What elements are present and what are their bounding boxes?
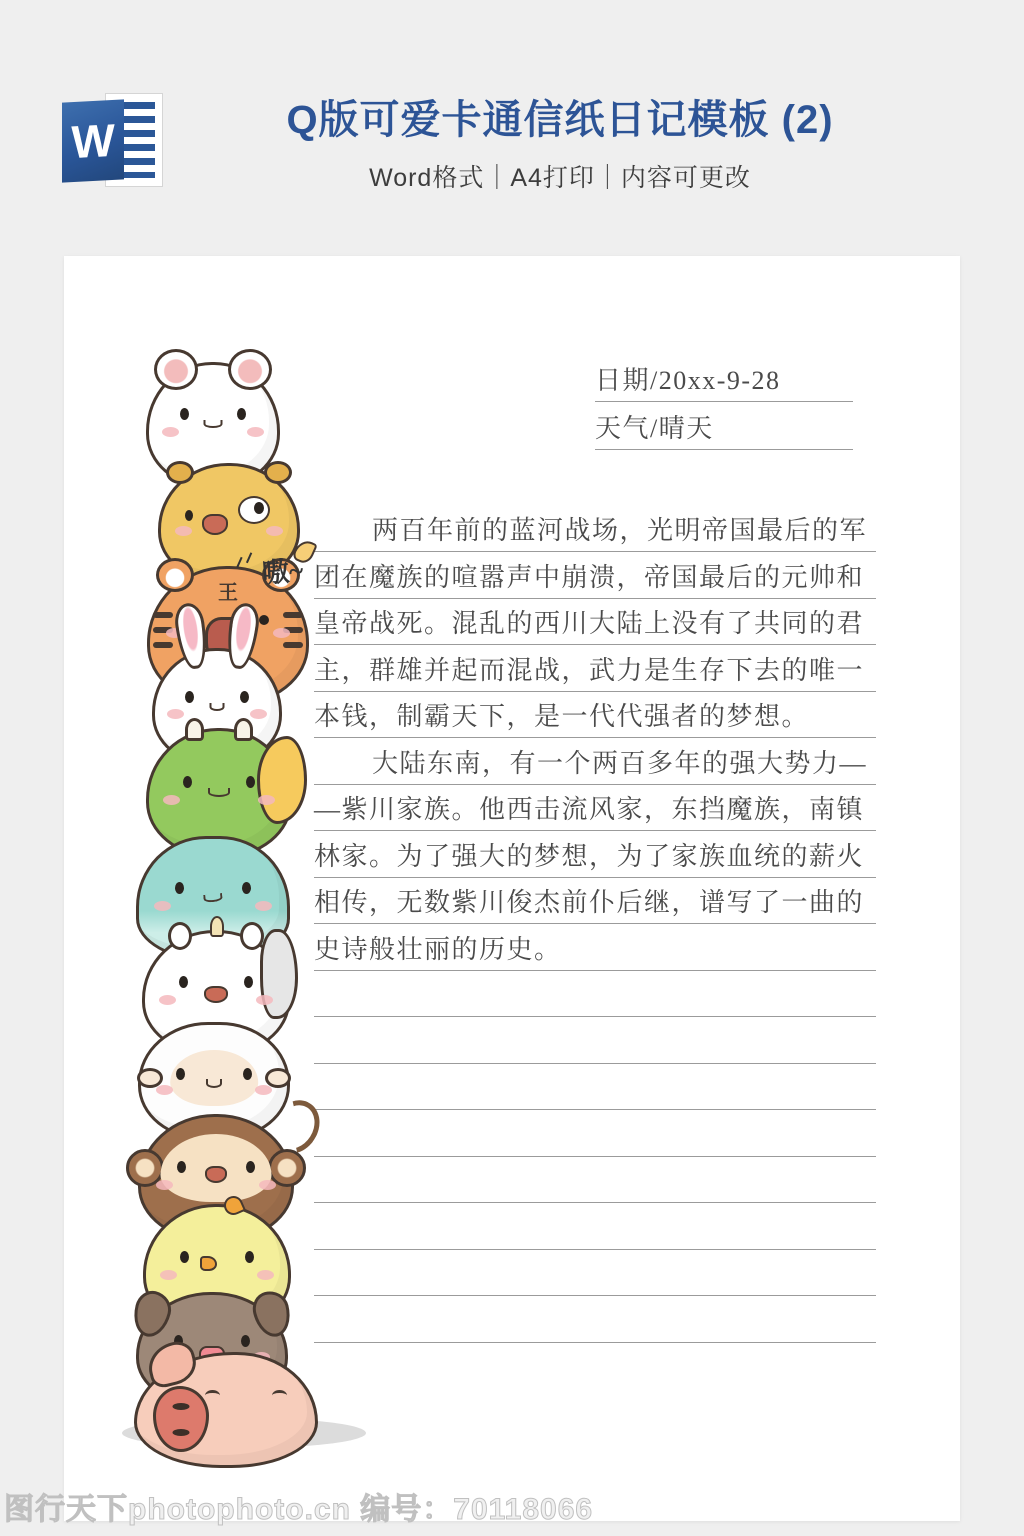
diary-text-line bbox=[314, 831, 876, 878]
diary-text-line bbox=[314, 598, 876, 645]
diary-text: 团在魔族的喧嚣声中崩溃，帝国最后的元帅和 bbox=[314, 562, 865, 592]
ruled-line bbox=[314, 1110, 876, 1157]
diary-text-line bbox=[314, 505, 876, 552]
word-icon-letter: W bbox=[62, 99, 124, 182]
watermark-text: 图行天下photophoto.cn 编号：70118066 bbox=[4, 1493, 594, 1526]
diary-text-line bbox=[314, 552, 876, 599]
diary-text-line bbox=[314, 924, 876, 971]
diary-text: 主，群雄并起而混战，武力是生存下去的唯一 bbox=[314, 655, 865, 685]
page-title: Q版可爱卡通信纸日记模板 (2) bbox=[286, 98, 834, 142]
diary-text-line bbox=[314, 784, 876, 831]
ruled-line bbox=[314, 1017, 876, 1064]
diary-text-line bbox=[314, 738, 876, 785]
header bbox=[160, 96, 960, 194]
ruled-line bbox=[314, 1296, 876, 1343]
date-line bbox=[595, 355, 853, 402]
ruled-line bbox=[314, 1156, 876, 1203]
date-text: 日期/20xx-9-28 bbox=[595, 366, 781, 395]
diary-text: 皇帝战死。混乱的西川大陆上没有了共同的君 bbox=[314, 609, 865, 638]
ruled-line bbox=[314, 970, 876, 1017]
animal-pig-icon bbox=[134, 1352, 318, 1468]
diary-text-line bbox=[314, 691, 876, 738]
diary-text: 本钱，制霸天下，是一代代强者的梦想。 bbox=[314, 702, 810, 731]
diary-text: —紫川家族。他西击流风家，东挡魔族，南镇 bbox=[314, 795, 865, 824]
watermark bbox=[4, 1484, 593, 1528]
weather-line bbox=[595, 403, 853, 450]
diary-text: 史诗般壮丽的历史。 bbox=[314, 934, 562, 964]
tiger-forehead-mark: 王 bbox=[218, 581, 238, 604]
word-icon bbox=[62, 92, 164, 192]
page-subtitle: Word格式｜A4打印｜内容可更改 bbox=[369, 164, 751, 192]
weather-text: 天气/晴天 bbox=[595, 414, 714, 443]
diary-text-line bbox=[314, 645, 876, 692]
ruled-line bbox=[314, 1249, 876, 1296]
diary-text: 相传，无数紫川俊杰前仆后继，谱写了一曲的 bbox=[314, 888, 865, 917]
tiger-roar-text: 嗷~ bbox=[261, 549, 305, 591]
diary-text: 林家。为了强大的梦想，为了家族血统的薪火 bbox=[314, 841, 865, 871]
diary-text-line bbox=[314, 877, 876, 924]
diary-text: 两百年前的蓝河战场，光明帝国最后的军 bbox=[372, 516, 868, 545]
ruled-line bbox=[314, 1063, 876, 1110]
ruled-line bbox=[314, 1203, 876, 1250]
diary-text: 大陆东南，有一个两百多年的强大势力— bbox=[372, 748, 868, 778]
